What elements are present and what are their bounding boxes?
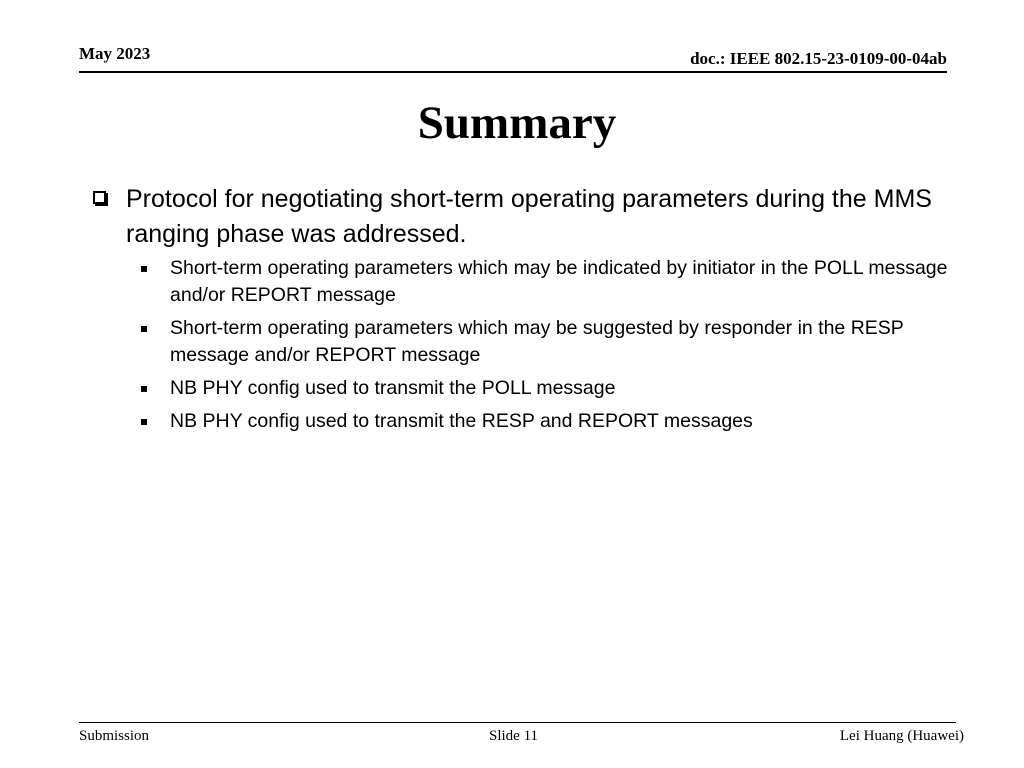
sub-bullet-text: NB PHY config used to transmit the POLL message (170, 377, 616, 399)
hollow-square-bullet-icon (93, 191, 106, 204)
square-bullet-icon (141, 386, 147, 392)
sub-bullet-list (92, 255, 952, 435)
sub-bullet-text: Short-term operating parameters which may be suggested by responder in the RESP message and/or REPORT message (170, 317, 904, 366)
square-bullet-icon (141, 326, 147, 332)
sub-bullet (92, 315, 952, 369)
main-bullet (92, 182, 952, 252)
square-bullet-icon (141, 419, 147, 425)
footer-slide-number: Slide 11 (489, 728, 539, 744)
sub-bullet (92, 375, 952, 402)
sub-bullet (92, 255, 952, 309)
footer-divider (79, 722, 956, 723)
sub-bullet-text: Short-term operating parameters which may be indicated by initiator in the POLL message and/or REPORT message (170, 257, 948, 306)
header-divider (79, 71, 947, 73)
sub-bullet (92, 408, 952, 435)
main-bullet-text: Protocol for negotiating short-term operating parameters during the MMS ranging phase was addressed. (126, 185, 932, 248)
footer-submission: Submission (79, 728, 150, 744)
footer-author: Lei Huang (Huawei) (839, 728, 964, 744)
sub-bullet-text: NB PHY config used to transmit the RESP and REPORT messages (170, 410, 753, 432)
slide-content (92, 182, 952, 441)
header-document-id: doc.: IEEE 802.15-23-0109-00-04ab (690, 49, 947, 68)
slide-title: Summary (417, 97, 617, 149)
header-date: May 2023 (79, 44, 151, 63)
square-bullet-icon (141, 266, 147, 272)
